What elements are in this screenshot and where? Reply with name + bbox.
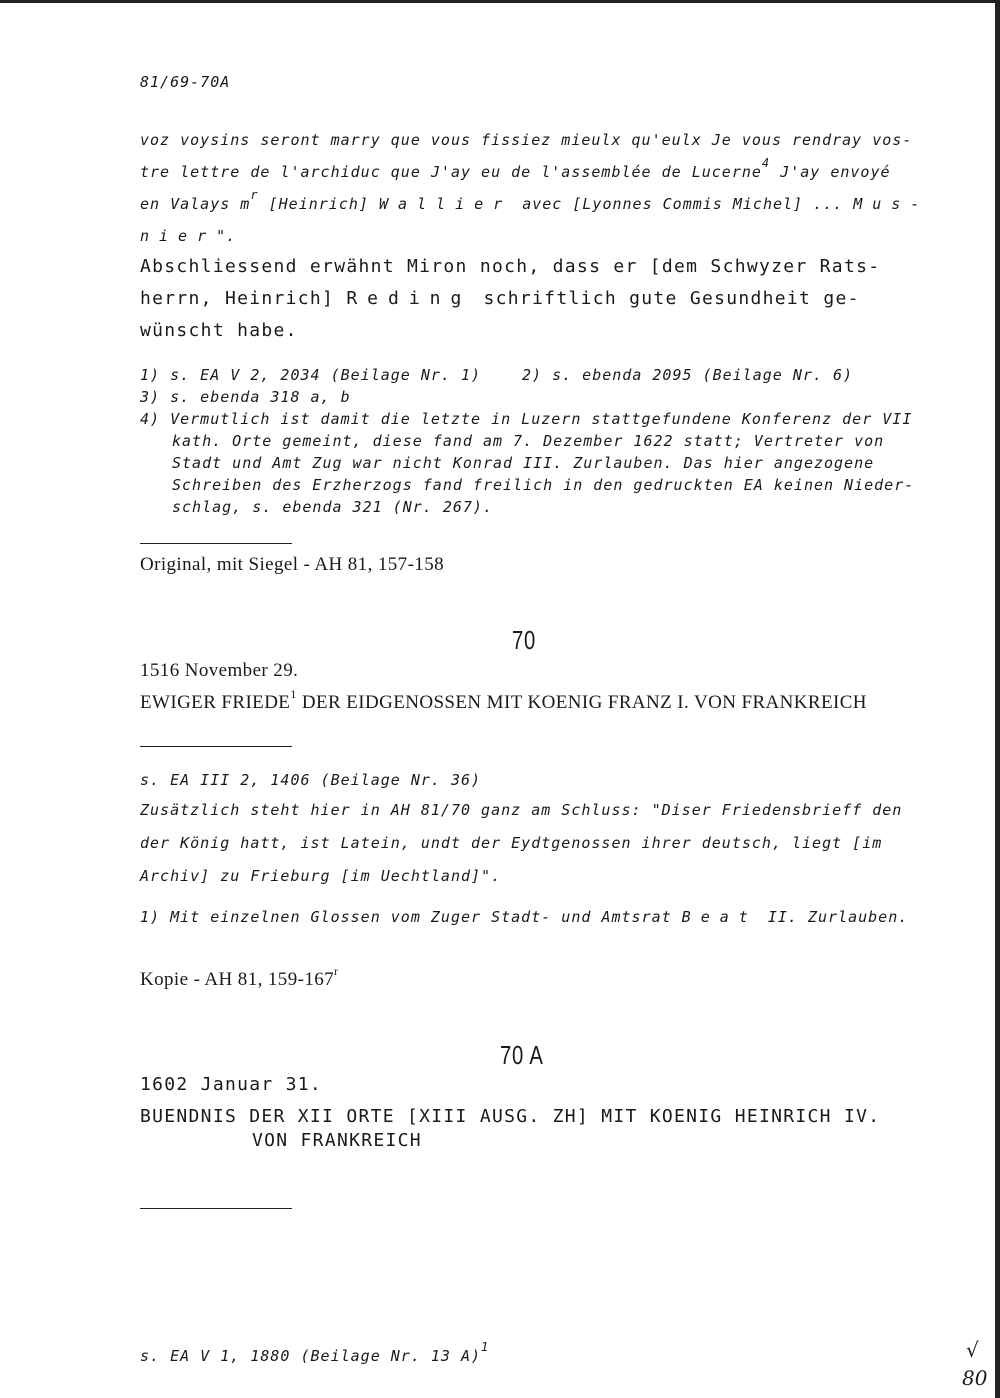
footnote-4-line-2: kath. Orte gemeint, diese fand am 7. Dezember 1622 statt; Vertreter von (172, 432, 885, 450)
entry-70-reference: s. EA III 2, 1406 (Beilage Nr. 36) (140, 771, 482, 789)
footnote-4-line-3: Stadt und Amt Zug war nicht Konrad III. Zurlauben. Das hier angezogene (172, 454, 875, 472)
scan-edge-right (995, 0, 1000, 1398)
separator-rule (140, 746, 292, 747)
footnote-ref-4: 4 (761, 156, 771, 170)
page-reference: 81/69-70A (140, 73, 231, 91)
body-line-1: Abschliessend erwähnt Miron noch, dass er [dem Schwyzer Rats- (140, 256, 881, 277)
body-line-3: wünscht habe. (140, 320, 298, 341)
scan-edge-top (0, 0, 1000, 3)
entry-70a-title-line-2: VON FRANKREICH (252, 1130, 422, 1151)
entry-70-title: EWIGER FRIEDE$^1$ DER EIDGENOSSEN MIT KOENIG FRANZ I. VON FRANKREICH (140, 687, 867, 713)
footnote-2: 2) s. ebenda 2095 (Beilage Nr. 6) (522, 366, 854, 384)
footnote-4-line-5: schlag, s. ebenda 321 (Nr. 267). (172, 498, 493, 516)
separator-rule (140, 1208, 292, 1209)
entry-70-note-line-3: Archiv] zu Frieburg [im Uechtland]". (140, 867, 502, 885)
source-note-69: Original, mit Siegel - AH 81, 157-158 (140, 554, 444, 575)
entry-70a-date: 1602 Januar 31. (140, 1074, 323, 1095)
footnote-1: 1) s. EA V 2, 2034 (Beilage Nr. 1) (140, 366, 482, 384)
quote-line-3: en Valays $m^r$ [Heinrich] Wallier avec [Lyonnes Commis Michel] ... Mus- (140, 188, 930, 213)
spaced-name-reding: Reding (346, 288, 472, 309)
handwritten-page-number: 80 (962, 1366, 988, 1390)
quote-line-4: nier". (140, 227, 237, 245)
entry-number-70a: 70 A (500, 1040, 544, 1070)
entry-70-footnote-1: 1) Mit einzelnen Glossen vom Zuger Stadt- und Amtsrat Beat II. Zurlauben. (140, 908, 909, 926)
entry-70-note-line-2: der König hatt, ist Latein, undt der Eydtgenossen ihrer deutsch, liegt [im (140, 834, 883, 852)
superscript-r: r (250, 188, 259, 202)
footnote-3: 3) s. ebenda 318 a, b (140, 388, 351, 406)
spaced-name-beat: Beat (681, 908, 758, 926)
spaced-name-wallier: Wallier (378, 195, 513, 213)
quote-line-1: voz voysins seront marry que vous fissiez mieulx qu'eulx Je vous rendray vos- (140, 131, 913, 149)
check-mark: √ (966, 1338, 979, 1362)
spaced-name-musnier: nier (140, 227, 217, 245)
entry-70-note-line-1: Zusätzlich steht hier in AH 81/70 ganz am Schluss: "Diser Friedensbrieff den (140, 801, 903, 819)
entry-70a-title-line-1: BUENDNIS DER XII ORTE [XIII AUSG. ZH] MIT KOENIG HEINRICH IV. (140, 1106, 881, 1127)
entry-70a-reference: s. EA V 1, 1880 (Beilage Nr. 13 A)$^1$ (140, 1340, 490, 1365)
source-note-70: Kopie - AH 81, 159-167$^r$ (140, 964, 339, 990)
footnote-ref-1: 1 (481, 1340, 490, 1354)
body-line-2: herrn, Heinrich] Reding schriftlich gute Gesundheit ge- (140, 288, 860, 309)
separator-rule (140, 543, 292, 544)
footnote-4-line-4: Schreiben des Erzherzogs fand freilich in den gedruckten EA keinen Nieder- (172, 476, 915, 494)
entry-number-70: 70 (512, 625, 537, 655)
quote-line-2: tre lettre de l'archiduc que J'ay eu de l'assemblée de Lucerne$^4$ J'ay envoyé (140, 156, 891, 181)
footnote-ref-1: 1 (290, 687, 297, 701)
footnote-4-line-1: 4) Vermutlich ist damit die letzte in Luzern stattgefundene Konferenz der VII (140, 410, 913, 428)
entry-70-date: 1516 November 29. (140, 660, 299, 681)
